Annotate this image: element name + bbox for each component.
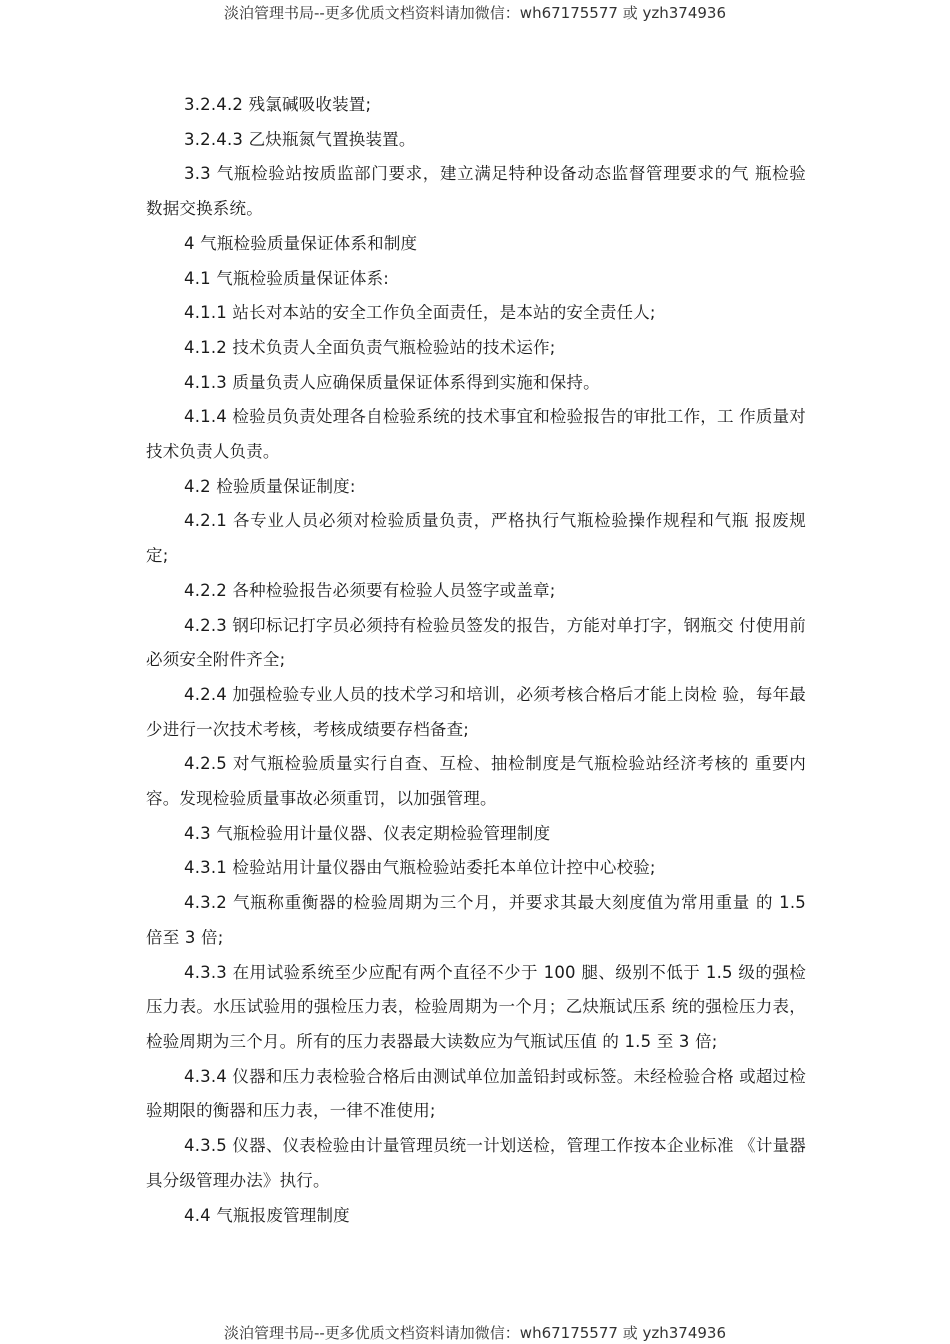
paragraph: 4.3.5 仪器、仪表检验由计量管理员统一计划送检，管理工作按本企业标准 《计量器具分级管理办法》执行。 xyxy=(146,1136,806,1190)
paragraph: 4.2.2 各种检验报告必须要有检验人员签字或盖章; xyxy=(184,580,556,600)
document-body xyxy=(146,88,806,1233)
paragraph: 3.2.4.3 乙炔瓶氮气置换装置。 xyxy=(184,129,416,149)
paragraph: 4.3.1 检验站用计量仪器由气瓶检验站委托本单位计控中心校验; xyxy=(184,858,656,878)
paragraph: 4.3.4 仪器和压力表检验合格后由测试单位加盖铅封或标签。未经检验合格 或超过检验期限的衡器和压力表，一律不准使用; xyxy=(146,1066,806,1121)
header-banner: 淡泊管理书局--更多优质文档资料请加微信：wh67175577 或 yzh374936 xyxy=(223,4,726,22)
paragraph: 4.2.1 各专业人员必须对检验质量负责，严格执行气瓶检验操作规程和气瓶 报废规定; xyxy=(146,511,806,566)
paragraph: 3.3 气瓶检验站按质监部门要求，建立满足特种设备动态监督管理要求的气 瓶检验数据交换系统。 xyxy=(146,164,806,219)
subsection-heading: 4.2 检验质量保证制度: xyxy=(184,476,356,496)
subsection-heading: 4.1 气瓶检验质量保证体系: xyxy=(184,268,390,288)
paragraph: 4.3.2 气瓶称重衡器的检验周期为三个月，并要求其最大刻度值为常用重量 的 1.5 倍至 3 倍; xyxy=(146,893,806,947)
paragraph: 4.2.5 对气瓶检验质量实行自查、互检、抽检制度是气瓶检验站经济考核的 重要内容。发现检验质量事故必须重罚，以加强管理。 xyxy=(146,754,806,809)
paragraph: 4.2.4 加强检验专业人员的技术学习和培训，必须考核合格后才能上岗检 验，每年最少进行一次技术考核，考核成绩要存档备查; xyxy=(146,684,806,739)
paragraph: 3.2.4.2 残氯碱吸收装置; xyxy=(184,95,372,114)
paragraph: 4.1.3 质量负责人应确保质量保证体系得到实施和保持。 xyxy=(184,372,600,392)
paragraph: 4.1.2 技术负责人全面负责气瓶检验站的技术运作; xyxy=(184,337,556,357)
subsection-heading: 4.4 气瓶报废管理制度 xyxy=(184,1205,350,1225)
paragraph: 4.3.3 在用试验系统至少应配有两个直径不少于 100 腿、级别不低于 1.5 级的强检压力表。水压试验用的强检压力表，检验周期为一个月；乙炔瓶试压系 统的强检压力表，检验周期为三个月。所有的压力表器最大读数应为气瓶试压值 的 1.5 至 3 倍; xyxy=(146,962,806,1051)
section-heading: 4 气瓶检验质量保证体系和制度 xyxy=(184,233,418,253)
subsection-heading: 4.3 气瓶检验用计量仪器、仪表定期检验管理制度 xyxy=(184,823,551,843)
paragraph: 4.2.3 钢印标记打字员必须持有检验员签发的报告，方能对单打字，钢瓶交 付使用前必须安全附件齐全; xyxy=(146,615,806,670)
paragraph: 4.1.4 检验员负责处理各自检验系统的技术事宜和检验报告的审批工作，工 作质量对技术负责人负责。 xyxy=(146,407,806,462)
footer-banner: 淡泊管理书局--更多优质文档资料请加微信：wh67175577 或 yzh374936 xyxy=(223,1324,726,1342)
paragraph: 4.1.1 站长对本站的安全工作负全面责任，是本站的安全责任人; xyxy=(184,303,656,323)
